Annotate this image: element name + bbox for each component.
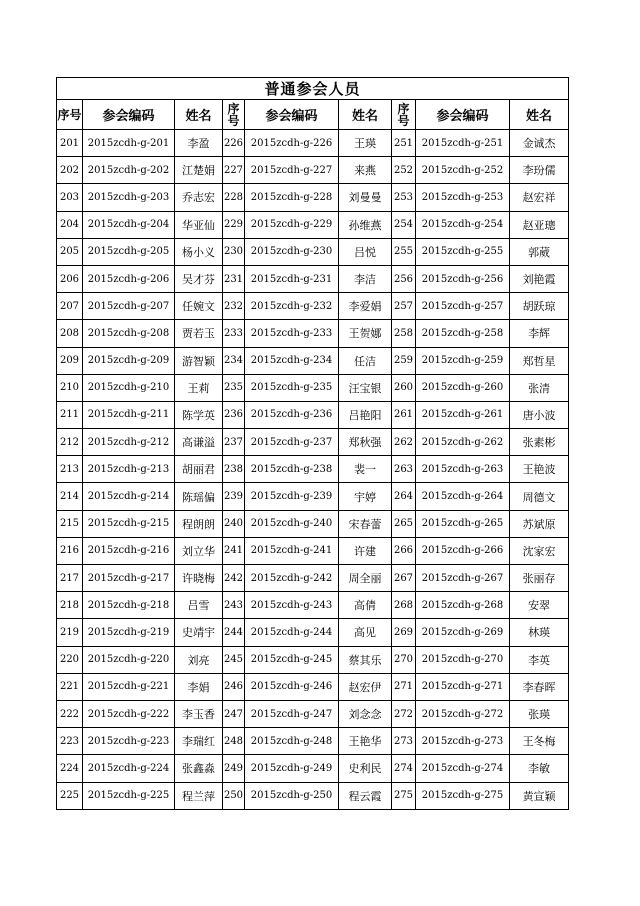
seq-cell: 216 bbox=[57, 537, 83, 564]
code-cell: 2015zcdh-g-255 bbox=[416, 238, 510, 265]
code-cell: 2015zcdh-g-238 bbox=[245, 456, 339, 483]
table-row bbox=[57, 456, 569, 483]
name-cell: 张鑫淼 bbox=[175, 755, 223, 782]
name-cell: 王莉 bbox=[175, 374, 223, 401]
name-cell: 郑秋强 bbox=[339, 429, 392, 456]
seq-cell: 215 bbox=[57, 510, 83, 537]
seq-cell: 258 bbox=[392, 320, 416, 347]
code-cell: 2015zcdh-g-265 bbox=[416, 510, 510, 537]
code-cell: 2015zcdh-g-272 bbox=[416, 700, 510, 727]
table-row bbox=[57, 619, 569, 646]
seq-cell: 263 bbox=[392, 456, 416, 483]
code-cell: 2015zcdh-g-258 bbox=[416, 320, 510, 347]
seq-cell: 269 bbox=[392, 619, 416, 646]
seq-cell: 246 bbox=[223, 673, 245, 700]
seq-cell: 241 bbox=[223, 537, 245, 564]
seq-cell: 218 bbox=[57, 592, 83, 619]
code-cell: 2015zcdh-g-229 bbox=[245, 211, 339, 238]
seq-cell: 237 bbox=[223, 429, 245, 456]
seq-cell: 250 bbox=[223, 782, 245, 809]
code-cell: 2015zcdh-g-231 bbox=[245, 265, 339, 292]
name-cell: 程朗朗 bbox=[175, 510, 223, 537]
name-cell: 张丽存 bbox=[510, 565, 569, 592]
code-cell: 2015zcdh-g-223 bbox=[83, 728, 175, 755]
code-cell: 2015zcdh-g-253 bbox=[416, 184, 510, 211]
name-cell: 李辉 bbox=[510, 320, 569, 347]
seq-cell: 257 bbox=[392, 293, 416, 320]
table-row bbox=[57, 646, 569, 673]
code-cell: 2015zcdh-g-264 bbox=[416, 483, 510, 510]
code-cell: 2015zcdh-g-259 bbox=[416, 347, 510, 374]
seq-cell: 230 bbox=[223, 238, 245, 265]
seq-cell: 208 bbox=[57, 320, 83, 347]
seq-cell: 272 bbox=[392, 700, 416, 727]
seq-cell: 264 bbox=[392, 483, 416, 510]
code-cell: 2015zcdh-g-205 bbox=[83, 238, 175, 265]
name-cell: 江楚娟 bbox=[175, 157, 223, 184]
seq-cell: 240 bbox=[223, 510, 245, 537]
table-row bbox=[57, 429, 569, 456]
name-cell: 程云霞 bbox=[339, 782, 392, 809]
name-cell: 王冬梅 bbox=[510, 728, 569, 755]
code-cell: 2015zcdh-g-221 bbox=[83, 673, 175, 700]
table-row bbox=[57, 565, 569, 592]
name-cell: 史靖宇 bbox=[175, 619, 223, 646]
code-cell: 2015zcdh-g-243 bbox=[245, 592, 339, 619]
attendee-table bbox=[56, 77, 569, 810]
name-cell: 陈学英 bbox=[175, 401, 223, 428]
name-cell: 郑哲星 bbox=[510, 347, 569, 374]
table-row bbox=[57, 537, 569, 564]
name-cell: 贾若玉 bbox=[175, 320, 223, 347]
seq-cell: 221 bbox=[57, 673, 83, 700]
seq-cell: 202 bbox=[57, 157, 83, 184]
code-cell: 2015zcdh-g-227 bbox=[245, 157, 339, 184]
code-cell: 2015zcdh-g-222 bbox=[83, 700, 175, 727]
table-row bbox=[57, 265, 569, 292]
name-cell: 杨小义 bbox=[175, 238, 223, 265]
code-cell: 2015zcdh-g-230 bbox=[245, 238, 339, 265]
code-cell: 2015zcdh-g-260 bbox=[416, 374, 510, 401]
name-cell: 安翠 bbox=[510, 592, 569, 619]
code-cell: 2015zcdh-g-218 bbox=[83, 592, 175, 619]
name-cell: 孙维燕 bbox=[339, 211, 392, 238]
table-row bbox=[57, 157, 569, 184]
name-cell: 张素彬 bbox=[510, 429, 569, 456]
seq-cell: 239 bbox=[223, 483, 245, 510]
table-row bbox=[57, 401, 569, 428]
name-cell: 高倩 bbox=[339, 592, 392, 619]
code-cell: 2015zcdh-g-270 bbox=[416, 646, 510, 673]
name-cell: 来燕 bbox=[339, 157, 392, 184]
table-body bbox=[57, 130, 569, 810]
name-cell: 沈家宏 bbox=[510, 537, 569, 564]
name-cell: 郭葳 bbox=[510, 238, 569, 265]
name-cell: 李娟 bbox=[175, 673, 223, 700]
seq-cell: 259 bbox=[392, 347, 416, 374]
code-cell: 2015zcdh-g-215 bbox=[83, 510, 175, 537]
seq-cell: 205 bbox=[57, 238, 83, 265]
name-cell: 胡丽君 bbox=[175, 456, 223, 483]
table-row bbox=[57, 293, 569, 320]
code-cell: 2015zcdh-g-225 bbox=[83, 782, 175, 809]
seq-cell: 244 bbox=[223, 619, 245, 646]
table-row bbox=[57, 592, 569, 619]
name-cell: 刘立华 bbox=[175, 537, 223, 564]
code-cell: 2015zcdh-g-250 bbox=[245, 782, 339, 809]
seq-cell: 206 bbox=[57, 265, 83, 292]
seq-cell: 203 bbox=[57, 184, 83, 211]
name-cell: 乔志宏 bbox=[175, 184, 223, 211]
seq-cell: 235 bbox=[223, 374, 245, 401]
seq-cell: 262 bbox=[392, 429, 416, 456]
name-cell: 任洁 bbox=[339, 347, 392, 374]
code-cell: 2015zcdh-g-237 bbox=[245, 429, 339, 456]
code-cell: 2015zcdh-g-257 bbox=[416, 293, 510, 320]
code-cell: 2015zcdh-g-206 bbox=[83, 265, 175, 292]
code-cell: 2015zcdh-g-233 bbox=[245, 320, 339, 347]
code-cell: 2015zcdh-g-248 bbox=[245, 728, 339, 755]
seq-cell: 224 bbox=[57, 755, 83, 782]
name-cell: 金诚杰 bbox=[510, 130, 569, 157]
code-cell: 2015zcdh-g-242 bbox=[245, 565, 339, 592]
code-cell: 2015zcdh-g-226 bbox=[245, 130, 339, 157]
header-seq: 序号 bbox=[223, 100, 245, 130]
seq-cell: 256 bbox=[392, 265, 416, 292]
name-cell: 吕艳阳 bbox=[339, 401, 392, 428]
seq-cell: 229 bbox=[223, 211, 245, 238]
code-cell: 2015zcdh-g-252 bbox=[416, 157, 510, 184]
name-cell: 刘亮 bbox=[175, 646, 223, 673]
name-cell: 王贺娜 bbox=[339, 320, 392, 347]
code-cell: 2015zcdh-g-269 bbox=[416, 619, 510, 646]
name-cell: 宇婷 bbox=[339, 483, 392, 510]
seq-cell: 268 bbox=[392, 592, 416, 619]
table-row bbox=[57, 728, 569, 755]
code-cell: 2015zcdh-g-214 bbox=[83, 483, 175, 510]
table-row bbox=[57, 755, 569, 782]
seq-cell: 247 bbox=[223, 700, 245, 727]
code-cell: 2015zcdh-g-202 bbox=[83, 157, 175, 184]
seq-cell: 249 bbox=[223, 755, 245, 782]
seq-cell: 255 bbox=[392, 238, 416, 265]
seq-cell: 253 bbox=[392, 184, 416, 211]
code-cell: 2015zcdh-g-224 bbox=[83, 755, 175, 782]
code-cell: 2015zcdh-g-210 bbox=[83, 374, 175, 401]
code-cell: 2015zcdh-g-207 bbox=[83, 293, 175, 320]
code-cell: 2015zcdh-g-266 bbox=[416, 537, 510, 564]
header-code: 参会编码 bbox=[83, 100, 175, 130]
name-cell: 蔡其乐 bbox=[339, 646, 392, 673]
seq-cell: 274 bbox=[392, 755, 416, 782]
header-code: 参会编码 bbox=[245, 100, 339, 130]
seq-cell: 211 bbox=[57, 401, 83, 428]
name-cell: 李盈 bbox=[175, 130, 223, 157]
seq-cell: 201 bbox=[57, 130, 83, 157]
name-cell: 王瑛 bbox=[339, 130, 392, 157]
seq-cell: 232 bbox=[223, 293, 245, 320]
code-cell: 2015zcdh-g-268 bbox=[416, 592, 510, 619]
seq-cell: 243 bbox=[223, 592, 245, 619]
seq-cell: 231 bbox=[223, 265, 245, 292]
code-cell: 2015zcdh-g-245 bbox=[245, 646, 339, 673]
table-row bbox=[57, 130, 569, 157]
seq-cell: 209 bbox=[57, 347, 83, 374]
code-cell: 2015zcdh-g-235 bbox=[245, 374, 339, 401]
header-name: 姓名 bbox=[339, 100, 392, 130]
name-cell: 高谦溢 bbox=[175, 429, 223, 456]
seq-cell: 248 bbox=[223, 728, 245, 755]
table-row bbox=[57, 184, 569, 211]
name-cell: 李瑞红 bbox=[175, 728, 223, 755]
seq-cell: 242 bbox=[223, 565, 245, 592]
table-row bbox=[57, 347, 569, 374]
name-cell: 李敏 bbox=[510, 755, 569, 782]
code-cell: 2015zcdh-g-263 bbox=[416, 456, 510, 483]
name-cell: 史利民 bbox=[339, 755, 392, 782]
code-cell: 2015zcdh-g-212 bbox=[83, 429, 175, 456]
name-cell: 刘艳霞 bbox=[510, 265, 569, 292]
code-cell: 2015zcdh-g-219 bbox=[83, 619, 175, 646]
name-cell: 唐小波 bbox=[510, 401, 569, 428]
seq-cell: 265 bbox=[392, 510, 416, 537]
seq-cell: 212 bbox=[57, 429, 83, 456]
name-cell: 赵宏伊 bbox=[339, 673, 392, 700]
code-cell: 2015zcdh-g-244 bbox=[245, 619, 339, 646]
code-cell: 2015zcdh-g-209 bbox=[83, 347, 175, 374]
seq-cell: 238 bbox=[223, 456, 245, 483]
header-name: 姓名 bbox=[175, 100, 223, 130]
code-cell: 2015zcdh-g-251 bbox=[416, 130, 510, 157]
code-cell: 2015zcdh-g-241 bbox=[245, 537, 339, 564]
seq-cell: 228 bbox=[223, 184, 245, 211]
seq-cell: 204 bbox=[57, 211, 83, 238]
code-cell: 2015zcdh-g-261 bbox=[416, 401, 510, 428]
code-cell: 2015zcdh-g-204 bbox=[83, 211, 175, 238]
seq-cell: 222 bbox=[57, 700, 83, 727]
code-cell: 2015zcdh-g-234 bbox=[245, 347, 339, 374]
code-cell: 2015zcdh-g-201 bbox=[83, 130, 175, 157]
table-row bbox=[57, 510, 569, 537]
name-cell: 吕雪 bbox=[175, 592, 223, 619]
name-cell: 王艳华 bbox=[339, 728, 392, 755]
seq-cell: 252 bbox=[392, 157, 416, 184]
code-cell: 2015zcdh-g-216 bbox=[83, 537, 175, 564]
seq-cell: 271 bbox=[392, 673, 416, 700]
code-cell: 2015zcdh-g-217 bbox=[83, 565, 175, 592]
name-cell: 华亚仙 bbox=[175, 211, 223, 238]
name-cell: 张清 bbox=[510, 374, 569, 401]
name-cell: 李洁 bbox=[339, 265, 392, 292]
name-cell: 李英 bbox=[510, 646, 569, 673]
seq-cell: 261 bbox=[392, 401, 416, 428]
name-cell: 游智颖 bbox=[175, 347, 223, 374]
seq-cell: 267 bbox=[392, 565, 416, 592]
code-cell: 2015zcdh-g-239 bbox=[245, 483, 339, 510]
table-row bbox=[57, 483, 569, 510]
name-cell: 赵宏祥 bbox=[510, 184, 569, 211]
name-cell: 李玉香 bbox=[175, 700, 223, 727]
code-cell: 2015zcdh-g-274 bbox=[416, 755, 510, 782]
seq-cell: 236 bbox=[223, 401, 245, 428]
code-cell: 2015zcdh-g-254 bbox=[416, 211, 510, 238]
seq-cell: 223 bbox=[57, 728, 83, 755]
seq-cell: 254 bbox=[392, 211, 416, 238]
code-cell: 2015zcdh-g-247 bbox=[245, 700, 339, 727]
table-title: 普通参会人员 bbox=[57, 78, 569, 100]
name-cell: 赵亚璁 bbox=[510, 211, 569, 238]
name-cell: 李爱娟 bbox=[339, 293, 392, 320]
name-cell: 黄宣颖 bbox=[510, 782, 569, 809]
code-cell: 2015zcdh-g-271 bbox=[416, 673, 510, 700]
seq-cell: 220 bbox=[57, 646, 83, 673]
name-cell: 刘念念 bbox=[339, 700, 392, 727]
name-cell: 宋春蕾 bbox=[339, 510, 392, 537]
name-cell: 裴一 bbox=[339, 456, 392, 483]
header-seq: 序号 bbox=[392, 100, 416, 130]
code-cell: 2015zcdh-g-236 bbox=[245, 401, 339, 428]
table-row bbox=[57, 700, 569, 727]
seq-cell: 266 bbox=[392, 537, 416, 564]
seq-cell: 234 bbox=[223, 347, 245, 374]
seq-cell: 233 bbox=[223, 320, 245, 347]
name-cell: 胡跃琼 bbox=[510, 293, 569, 320]
name-cell: 周德文 bbox=[510, 483, 569, 510]
name-cell: 林瑛 bbox=[510, 619, 569, 646]
code-cell: 2015zcdh-g-262 bbox=[416, 429, 510, 456]
seq-cell: 227 bbox=[223, 157, 245, 184]
name-cell: 刘曼曼 bbox=[339, 184, 392, 211]
code-cell: 2015zcdh-g-203 bbox=[83, 184, 175, 211]
name-cell: 程兰萍 bbox=[175, 782, 223, 809]
name-cell: 周全丽 bbox=[339, 565, 392, 592]
seq-cell: 214 bbox=[57, 483, 83, 510]
name-cell: 任婉文 bbox=[175, 293, 223, 320]
table-row bbox=[57, 238, 569, 265]
code-cell: 2015zcdh-g-220 bbox=[83, 646, 175, 673]
code-cell: 2015zcdh-g-256 bbox=[416, 265, 510, 292]
table-row bbox=[57, 211, 569, 238]
name-cell: 陈瑶偏 bbox=[175, 483, 223, 510]
seq-cell: 270 bbox=[392, 646, 416, 673]
name-cell: 许建 bbox=[339, 537, 392, 564]
header-name: 姓名 bbox=[510, 100, 569, 130]
seq-cell: 260 bbox=[392, 374, 416, 401]
code-cell: 2015zcdh-g-228 bbox=[245, 184, 339, 211]
header-seq: 序号 bbox=[57, 100, 83, 130]
name-cell: 苏斌原 bbox=[510, 510, 569, 537]
code-cell: 2015zcdh-g-232 bbox=[245, 293, 339, 320]
code-cell: 2015zcdh-g-267 bbox=[416, 565, 510, 592]
seq-cell: 275 bbox=[392, 782, 416, 809]
code-cell: 2015zcdh-g-246 bbox=[245, 673, 339, 700]
seq-cell: 219 bbox=[57, 619, 83, 646]
name-cell: 李玢儒 bbox=[510, 157, 569, 184]
seq-cell: 251 bbox=[392, 130, 416, 157]
table-row bbox=[57, 374, 569, 401]
code-cell: 2015zcdh-g-249 bbox=[245, 755, 339, 782]
table-row bbox=[57, 320, 569, 347]
code-cell: 2015zcdh-g-273 bbox=[416, 728, 510, 755]
seq-cell: 225 bbox=[57, 782, 83, 809]
code-cell: 2015zcdh-g-275 bbox=[416, 782, 510, 809]
name-cell: 张瑛 bbox=[510, 700, 569, 727]
seq-cell: 217 bbox=[57, 565, 83, 592]
name-cell: 许晓梅 bbox=[175, 565, 223, 592]
table-row bbox=[57, 782, 569, 809]
code-cell: 2015zcdh-g-240 bbox=[245, 510, 339, 537]
table-row bbox=[57, 673, 569, 700]
name-cell: 李春晖 bbox=[510, 673, 569, 700]
name-cell: 王艳波 bbox=[510, 456, 569, 483]
name-cell: 吕悦 bbox=[339, 238, 392, 265]
code-cell: 2015zcdh-g-208 bbox=[83, 320, 175, 347]
seq-cell: 273 bbox=[392, 728, 416, 755]
code-cell: 2015zcdh-g-213 bbox=[83, 456, 175, 483]
code-cell: 2015zcdh-g-211 bbox=[83, 401, 175, 428]
name-cell: 高见 bbox=[339, 619, 392, 646]
name-cell: 汪宝银 bbox=[339, 374, 392, 401]
seq-cell: 245 bbox=[223, 646, 245, 673]
seq-cell: 207 bbox=[57, 293, 83, 320]
seq-cell: 226 bbox=[223, 130, 245, 157]
header-code: 参会编码 bbox=[416, 100, 510, 130]
seq-cell: 213 bbox=[57, 456, 83, 483]
seq-cell: 210 bbox=[57, 374, 83, 401]
name-cell: 吴才芬 bbox=[175, 265, 223, 292]
